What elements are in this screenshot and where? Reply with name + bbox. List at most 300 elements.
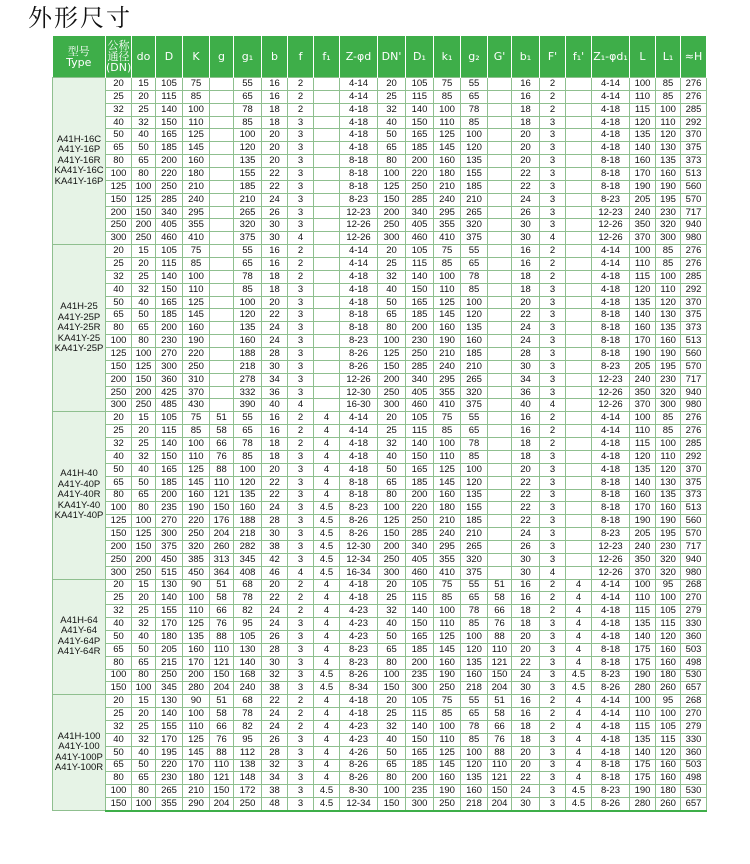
table-cell: 55 xyxy=(461,412,488,425)
table-cell: 8-26 xyxy=(340,515,378,528)
table-cell: 205 xyxy=(630,360,656,373)
table-cell: 165 xyxy=(406,746,434,759)
table-cell: 90 xyxy=(183,695,210,708)
table-cell: 160 xyxy=(630,489,656,502)
table-cell: 4.5 xyxy=(314,540,340,553)
table-cell: 4 xyxy=(540,399,566,412)
table-cell: 8-23 xyxy=(592,785,630,798)
table-cell: 68 xyxy=(234,579,262,592)
table-cell: 3 xyxy=(288,450,314,463)
table-cell: 350 xyxy=(630,219,656,232)
table-cell: 210 xyxy=(434,180,461,193)
table-cell xyxy=(314,360,340,373)
table-cell: 40 xyxy=(378,116,406,129)
table-cell: 4-14 xyxy=(340,425,378,438)
table-cell: 88 xyxy=(488,746,512,759)
table-cell: 4 xyxy=(314,720,340,733)
table-cell: 230 xyxy=(656,373,681,386)
table-cell: 120 xyxy=(461,142,488,155)
table-cell: 498 xyxy=(681,656,707,669)
model-type-label: A41Y-16R xyxy=(57,154,101,166)
table-cell: 8-18 xyxy=(592,489,630,502)
table-cell: 320 xyxy=(461,553,488,566)
table-cell: 320 xyxy=(234,219,262,232)
table-cell: 8-23 xyxy=(592,360,630,373)
table-cell: 78 xyxy=(461,605,488,618)
table-cell xyxy=(314,206,340,219)
table-cell: 4-18 xyxy=(340,116,378,129)
table-cell: 85 xyxy=(434,90,461,103)
table-cell: 112 xyxy=(234,746,262,759)
table-cell xyxy=(488,90,512,103)
table-cell: 218 xyxy=(461,682,488,695)
model-type-label: KA41Y-40 xyxy=(57,499,101,511)
table-cell: 4-18 xyxy=(592,720,630,733)
table-cell: 3 xyxy=(288,553,314,566)
table-cell: 22 xyxy=(512,489,540,502)
table-cell: 150 xyxy=(378,682,406,695)
table-cell: 26 xyxy=(262,206,288,219)
table-cell: 218 xyxy=(234,528,262,541)
table-cell: 4.5 xyxy=(314,682,340,695)
table-cell: 20 xyxy=(512,129,540,142)
table-cell xyxy=(314,232,340,245)
table-cell: 3 xyxy=(540,386,566,399)
table-cell: 370 xyxy=(681,129,707,142)
table-cell: 170 xyxy=(183,656,210,669)
table-cell: 3 xyxy=(288,296,314,309)
table-cell: 4 xyxy=(540,566,566,579)
table-cell: 3 xyxy=(540,798,566,811)
table-cell: 160 xyxy=(656,656,681,669)
table-cell: 4 xyxy=(288,399,314,412)
table-cell: 160 xyxy=(183,322,210,335)
table-cell: 100 xyxy=(132,348,156,361)
table-cell: 12-23 xyxy=(592,373,630,386)
table-cell xyxy=(314,399,340,412)
table-cell: 240 xyxy=(434,360,461,373)
table-cell: 75 xyxy=(434,78,461,91)
column-header-text: F' xyxy=(547,50,558,63)
table-cell: 110 xyxy=(434,450,461,463)
table-cell: 250 xyxy=(106,553,132,566)
table-cell: 4-14 xyxy=(340,78,378,91)
table-cell: 190 xyxy=(630,515,656,528)
table-cell: 3 xyxy=(540,630,566,643)
table-cell: 30 xyxy=(262,360,288,373)
table-cell: 150 xyxy=(378,798,406,811)
table-cell: 100 xyxy=(434,103,461,116)
table-cell: 4-18 xyxy=(340,438,378,451)
table-cell: 58 xyxy=(210,592,234,605)
table-cell: 280 xyxy=(183,682,210,695)
table-cell: 405 xyxy=(156,219,183,232)
table-cell: 110 xyxy=(630,258,656,271)
table-cell: 135 xyxy=(234,322,262,335)
table-cell: 513 xyxy=(681,168,707,181)
column-header xyxy=(681,36,707,78)
table-cell: 150 xyxy=(132,206,156,219)
table-cell: 320 xyxy=(183,540,210,553)
table-cell: 105 xyxy=(406,245,434,258)
table-cell: 30 xyxy=(262,528,288,541)
table-cell: 176 xyxy=(210,515,234,528)
table-cell: 150 xyxy=(106,528,132,541)
table-cell: 8-26 xyxy=(340,360,378,373)
table-cell: 300 xyxy=(378,566,406,579)
table-cell xyxy=(488,463,512,476)
table-cell: 3 xyxy=(288,746,314,759)
table-cell: 4 xyxy=(314,708,340,721)
table-cell: 4-14 xyxy=(592,258,630,271)
table-cell: 220 xyxy=(156,168,183,181)
table-cell: 260 xyxy=(210,540,234,553)
table-cell: 65 xyxy=(461,90,488,103)
dimension-table xyxy=(52,36,707,812)
table-cell: 250 xyxy=(132,399,156,412)
table-cell: 170 xyxy=(183,759,210,772)
table-cell: 115 xyxy=(406,592,434,605)
table-cell: 160 xyxy=(461,785,488,798)
table-cell xyxy=(488,476,512,489)
table-cell: 485 xyxy=(156,399,183,412)
table-cell: 8-18 xyxy=(340,322,378,335)
column-header-text: f₁ xyxy=(322,50,331,63)
table-cell: 4-18 xyxy=(592,142,630,155)
table-cell: 110 xyxy=(434,283,461,296)
table-cell: 340 xyxy=(156,206,183,219)
table-cell: 20 xyxy=(132,425,156,438)
table-cell xyxy=(488,335,512,348)
table-cell: 76 xyxy=(210,618,234,631)
table-cell: 300 xyxy=(406,798,434,811)
table-cell: 3 xyxy=(540,682,566,695)
table-cell: 85 xyxy=(656,412,681,425)
table-cell: 165 xyxy=(406,463,434,476)
table-cell: 65 xyxy=(461,708,488,721)
table-cell: 8-18 xyxy=(340,155,378,168)
table-row xyxy=(53,193,707,206)
table-cell: 90 xyxy=(183,579,210,592)
header-row xyxy=(53,36,707,78)
table-cell: 3 xyxy=(540,502,566,515)
table-cell: 32 xyxy=(132,450,156,463)
table-cell: 16 xyxy=(262,425,288,438)
table-cell: 250 xyxy=(434,682,461,695)
column-header-text: L₁ xyxy=(662,50,674,63)
table-cell: 140 xyxy=(156,708,183,721)
table-cell: 145 xyxy=(434,643,461,656)
table-cell: 130 xyxy=(234,643,262,656)
table-cell: 155 xyxy=(461,168,488,181)
table-cell: 82 xyxy=(234,605,262,618)
table-cell: 8-18 xyxy=(340,309,378,322)
table-cell: 4 xyxy=(566,592,592,605)
table-cell: 375 xyxy=(461,399,488,412)
table-cell xyxy=(210,399,234,412)
table-cell: 185 xyxy=(234,180,262,193)
table-cell: 120 xyxy=(630,450,656,463)
model-type-cell xyxy=(53,695,106,811)
table-cell: 8-26 xyxy=(340,528,378,541)
table-cell: 120 xyxy=(656,746,681,759)
table-cell: 250 xyxy=(132,232,156,245)
table-cell: 65 xyxy=(461,425,488,438)
column-header xyxy=(630,36,656,78)
table-cell: 150 xyxy=(156,450,183,463)
table-cell: 155 xyxy=(234,168,262,181)
table-cell: 405 xyxy=(406,553,434,566)
table-cell: 51 xyxy=(210,579,234,592)
table-cell xyxy=(488,129,512,142)
table-cell: 150 xyxy=(488,785,512,798)
table-cell: 2 xyxy=(288,425,314,438)
table-cell: 20 xyxy=(378,579,406,592)
table-cell: 4-18 xyxy=(592,605,630,618)
table-cell: 22 xyxy=(512,476,540,489)
table-cell: 20 xyxy=(378,695,406,708)
table-cell: 22 xyxy=(512,180,540,193)
table-cell: 20 xyxy=(106,245,132,258)
table-cell xyxy=(210,180,234,193)
table-cell: 210 xyxy=(183,180,210,193)
table-cell: 16 xyxy=(512,579,540,592)
table-row xyxy=(53,798,707,811)
table-cell: 115 xyxy=(406,425,434,438)
table-cell: 210 xyxy=(461,193,488,206)
table-cell xyxy=(566,258,592,271)
table-cell: 2 xyxy=(288,438,314,451)
table-cell: 66 xyxy=(210,438,234,451)
table-cell xyxy=(314,103,340,116)
table-cell xyxy=(488,270,512,283)
table-cell: 110 xyxy=(210,759,234,772)
table-cell: 85 xyxy=(656,258,681,271)
table-cell xyxy=(314,180,340,193)
table-cell: 100 xyxy=(656,270,681,283)
model-type-cell xyxy=(53,78,106,245)
table-cell: 250 xyxy=(434,798,461,811)
table-cell: 345 xyxy=(234,553,262,566)
table-row xyxy=(53,618,707,631)
table-cell: 48 xyxy=(262,798,288,811)
table-cell: 140 xyxy=(156,270,183,283)
table-cell: 200 xyxy=(106,206,132,219)
table-cell: 240 xyxy=(183,193,210,206)
table-cell: 105 xyxy=(156,245,183,258)
table-cell: 3 xyxy=(540,540,566,553)
table-cell: 4-18 xyxy=(592,116,630,129)
table-cell: 160 xyxy=(656,168,681,181)
table-cell: 160 xyxy=(434,489,461,502)
table-cell: 285 xyxy=(156,193,183,206)
table-cell: 4-14 xyxy=(592,90,630,103)
table-cell xyxy=(566,553,592,566)
table-cell: 3 xyxy=(540,309,566,322)
table-cell: 4-18 xyxy=(340,579,378,592)
table-cell xyxy=(488,425,512,438)
table-cell: 88 xyxy=(488,630,512,643)
table-cell: 65 xyxy=(234,258,262,271)
table-cell: 140 xyxy=(234,656,262,669)
table-cell: 50 xyxy=(106,463,132,476)
table-cell: 130 xyxy=(156,695,183,708)
table-cell: 3 xyxy=(540,373,566,386)
table-cell: 3 xyxy=(540,463,566,476)
table-cell: 3 xyxy=(540,618,566,631)
table-cell: 185 xyxy=(406,643,434,656)
table-cell: 78 xyxy=(461,103,488,116)
table-cell: 292 xyxy=(681,450,707,463)
table-cell: 175 xyxy=(630,772,656,785)
table-cell: 4-14 xyxy=(592,425,630,438)
table-cell: 100 xyxy=(183,270,210,283)
table-cell: 36 xyxy=(512,386,540,399)
table-cell: 88 xyxy=(210,463,234,476)
table-cell xyxy=(488,155,512,168)
table-cell xyxy=(314,296,340,309)
table-cell: 150 xyxy=(156,116,183,129)
table-cell: 105 xyxy=(656,720,681,733)
table-cell: 50 xyxy=(106,746,132,759)
table-cell: 250 xyxy=(156,180,183,193)
table-cell: 4-23 xyxy=(340,605,378,618)
table-row xyxy=(53,656,707,669)
table-cell: 140 xyxy=(406,270,434,283)
table-cell: 160 xyxy=(461,335,488,348)
table-row xyxy=(53,78,707,91)
column-header-text: f xyxy=(298,50,303,63)
table-cell: 410 xyxy=(434,232,461,245)
table-cell: 285 xyxy=(681,270,707,283)
table-cell: 4-18 xyxy=(592,733,630,746)
table-cell: 980 xyxy=(681,399,707,412)
table-cell: 8-18 xyxy=(592,772,630,785)
table-cell: 75 xyxy=(183,412,210,425)
table-row xyxy=(53,296,707,309)
table-cell: 265 xyxy=(461,373,488,386)
table-cell: 2 xyxy=(540,258,566,271)
table-cell: 2 xyxy=(540,412,566,425)
table-cell: 80 xyxy=(106,155,132,168)
table-cell: 4 xyxy=(566,746,592,759)
table-cell: 3 xyxy=(288,759,314,772)
table-cell: 530 xyxy=(681,785,707,798)
table-cell xyxy=(566,103,592,116)
table-cell: 25 xyxy=(132,270,156,283)
table-cell: 230 xyxy=(406,335,434,348)
table-cell: 3 xyxy=(540,283,566,296)
table-cell: 4-18 xyxy=(592,283,630,296)
table-cell: 268 xyxy=(681,695,707,708)
column-header xyxy=(592,36,630,78)
table-cell: 8-18 xyxy=(592,759,630,772)
table-cell: 22 xyxy=(262,592,288,605)
table-cell: 4 xyxy=(566,656,592,669)
table-cell: 165 xyxy=(156,129,183,142)
table-cell: 4-18 xyxy=(340,296,378,309)
table-cell: 205 xyxy=(630,193,656,206)
table-cell: 8-23 xyxy=(340,643,378,656)
table-cell: 78 xyxy=(234,270,262,283)
table-cell: 25 xyxy=(132,103,156,116)
table-cell: 2 xyxy=(288,78,314,91)
table-cell: 16 xyxy=(262,90,288,103)
table-cell: 30 xyxy=(262,656,288,669)
table-cell: 50 xyxy=(106,129,132,142)
table-row xyxy=(53,232,707,245)
table-cell: 40 xyxy=(378,450,406,463)
table-cell: 285 xyxy=(681,438,707,451)
table-cell: 20 xyxy=(106,579,132,592)
model-type-cell xyxy=(53,245,106,412)
table-cell: 8-18 xyxy=(592,180,630,193)
table-cell: 140 xyxy=(630,746,656,759)
table-cell: 100 xyxy=(630,695,656,708)
table-cell: 370 xyxy=(630,232,656,245)
table-cell: 105 xyxy=(234,630,262,643)
table-cell: 100 xyxy=(378,168,406,181)
table-cell: 295 xyxy=(183,206,210,219)
table-cell: 3 xyxy=(540,219,566,232)
table-cell: 80 xyxy=(132,168,156,181)
table-cell: 32 xyxy=(106,720,132,733)
table-cell: 3 xyxy=(540,360,566,373)
column-header-text: D xyxy=(164,50,174,63)
table-cell: 250 xyxy=(406,180,434,193)
table-cell: 4 xyxy=(314,450,340,463)
table-cell: 235 xyxy=(406,785,434,798)
table-cell: 32 xyxy=(378,270,406,283)
table-cell xyxy=(210,142,234,155)
model-type-label: A41Y-25P xyxy=(57,311,101,323)
table-cell xyxy=(314,219,340,232)
table-cell: 100 xyxy=(434,720,461,733)
column-header-text: k₁ xyxy=(441,50,453,63)
table-cell: 4-18 xyxy=(340,129,378,142)
table-cell: 300 xyxy=(656,232,681,245)
table-cell: 80 xyxy=(106,489,132,502)
table-cell xyxy=(488,566,512,579)
table-cell: 4-14 xyxy=(592,412,630,425)
table-cell: 16 xyxy=(512,425,540,438)
table-cell: 3 xyxy=(288,528,314,541)
table-cell: 150 xyxy=(406,618,434,631)
table-cell: 58 xyxy=(488,592,512,605)
table-cell: 140 xyxy=(406,103,434,116)
table-cell: 105 xyxy=(156,78,183,91)
table-cell: 4-18 xyxy=(340,270,378,283)
table-cell: 12-26 xyxy=(592,553,630,566)
table-cell: 58 xyxy=(210,425,234,438)
table-cell: 15 xyxy=(132,579,156,592)
table-cell: 285 xyxy=(681,103,707,116)
table-cell: 285 xyxy=(406,193,434,206)
table-cell: 4.5 xyxy=(314,553,340,566)
table-cell: 135 xyxy=(656,322,681,335)
column-header-text: f₁' xyxy=(572,50,585,63)
table-row xyxy=(53,605,707,618)
table-cell: 3 xyxy=(288,682,314,695)
table-cell: 120 xyxy=(461,309,488,322)
table-cell: 373 xyxy=(681,322,707,335)
table-cell: 4-18 xyxy=(592,463,630,476)
table-cell: 4 xyxy=(566,708,592,721)
table-cell: 76 xyxy=(210,450,234,463)
table-cell: 110 xyxy=(630,425,656,438)
table-cell: 120 xyxy=(656,296,681,309)
table-row xyxy=(53,759,707,772)
